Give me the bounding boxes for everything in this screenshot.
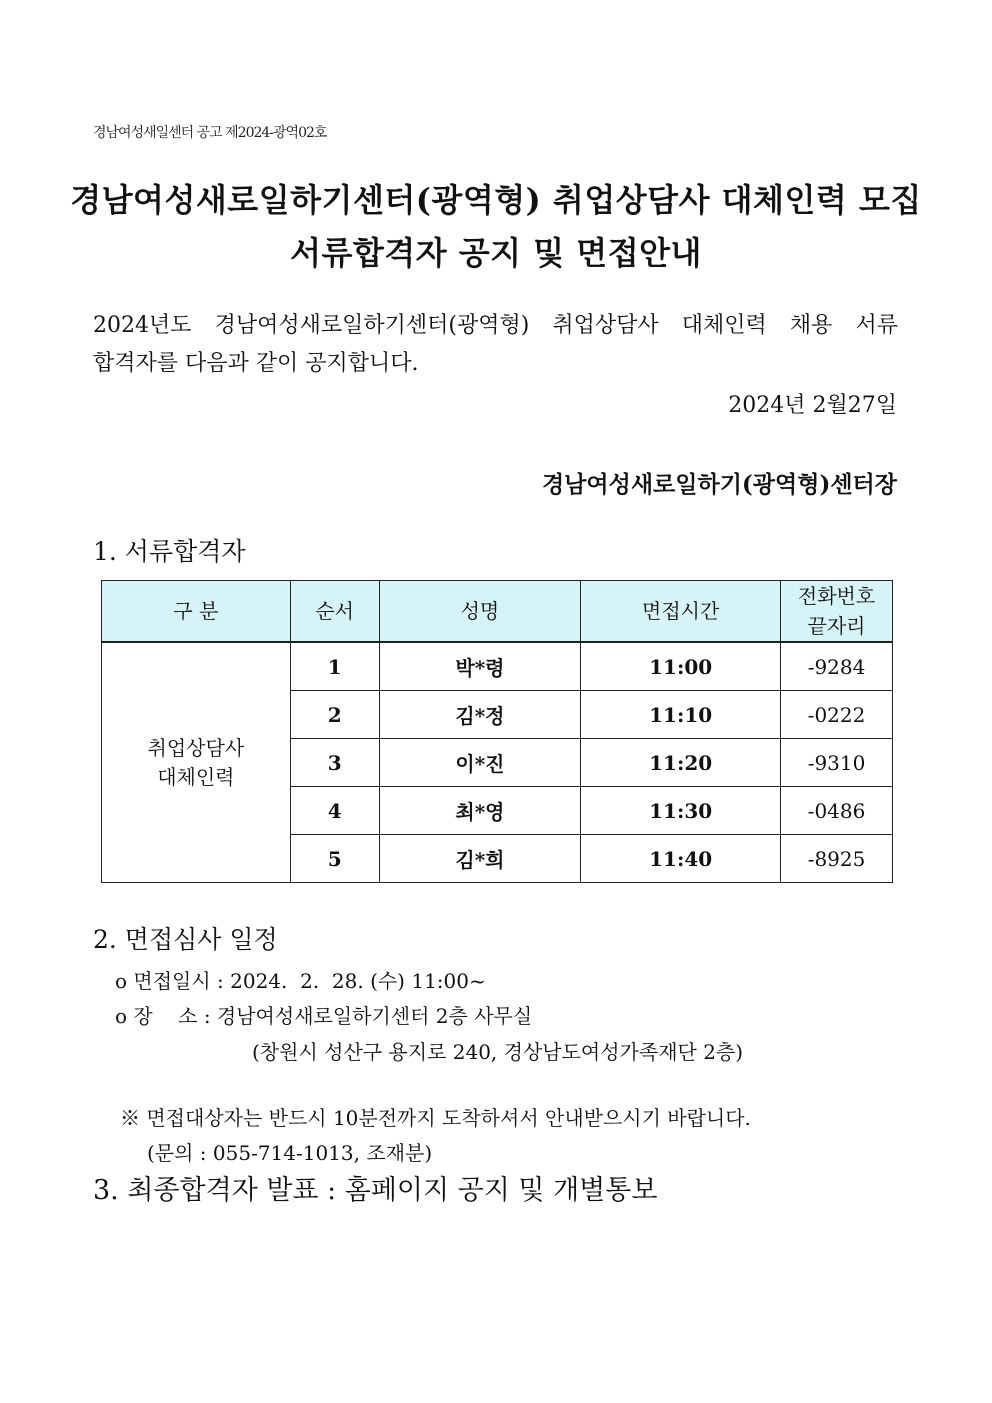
time-cell: 11:10 [581, 691, 781, 739]
category-line2: 대체인력 [157, 764, 235, 789]
phone-cell: -0222 [781, 691, 893, 739]
header-phone [781, 581, 893, 643]
phone-cell: -8925 [781, 835, 893, 883]
name-cell: 김*희 [379, 835, 581, 883]
order-cell: 5 [290, 835, 379, 883]
contact-line: (문의 : 055-714-1013, 조재분) [147, 1141, 433, 1165]
time-cell: 11:30 [581, 787, 781, 835]
passers-table [101, 580, 893, 883]
name-cell: 박*령 [379, 642, 581, 691]
interview-date-line: o 면접일시 : 2024. 2. 28. (수) 11:00~ [115, 969, 486, 993]
name-cell: 최*영 [379, 787, 581, 835]
issuer: 경남여성새로일하기(광역형)센터장 [541, 471, 897, 498]
interview-place-line: o 장 소 : 경남여성새로일하기센터 2층 사무실 [115, 1004, 533, 1028]
document-title-line1: 경남여성새로일하기센터(광역형) 취업상담사 대체인력 모집 [70, 181, 922, 219]
header-phone-line2: 끝자리 [807, 614, 866, 638]
time-cell: 11:40 [581, 835, 781, 883]
intro-line2: 합격자를 다음과 같이 공지합니다. [93, 351, 419, 376]
table-row [102, 642, 893, 691]
notice-date: 2024년 2월27일 [728, 393, 897, 418]
header-category: 구 분 [102, 581, 291, 643]
order-cell: 4 [290, 787, 379, 835]
table-header-row [102, 581, 893, 643]
name-cell: 김*정 [379, 691, 581, 739]
header-phone-line1: 전화번호 [797, 584, 876, 608]
document-title-line2: 서류합격자 공지 및 면접안내 [290, 234, 702, 272]
header-name: 성명 [379, 581, 581, 643]
order-cell: 3 [290, 739, 379, 787]
notice-number: 경남여성새일센터 공고 제2024-광역02호 [93, 125, 327, 141]
category-cell [102, 642, 291, 883]
phone-cell: -0486 [781, 787, 893, 835]
category-line1: 취업상담사 [147, 735, 245, 760]
time-cell: 11:20 [581, 739, 781, 787]
name-cell: 이*진 [379, 739, 581, 787]
arrival-note: ※ 면접대상자는 반드시 10분전까지 도착하셔서 안내받으시기 바랍니다. [120, 1106, 751, 1130]
section1-title: 1. 서류합격자 [93, 537, 246, 566]
phone-cell: -9284 [781, 642, 893, 691]
header-order: 순서 [290, 581, 379, 643]
interview-address-line: (창원시 성산구 용지로 240, 경상남도여성가족재단 2층) [252, 1040, 744, 1064]
time-cell: 11:00 [581, 642, 781, 691]
header-time: 면접시간 [581, 581, 781, 643]
order-cell: 1 [290, 642, 379, 691]
phone-cell: -9310 [781, 739, 893, 787]
section2-title: 2. 면접심사 일정 [93, 925, 278, 954]
order-cell: 2 [290, 691, 379, 739]
intro-line1: 2024년도 경남여성새로일하기센터(광역형) 취업상담사 대체인력 채용 서류 [93, 313, 898, 338]
section3-title: 3. 최종합격자 발표 : 홈페이지 공지 및 개별통보 [93, 1175, 658, 1206]
